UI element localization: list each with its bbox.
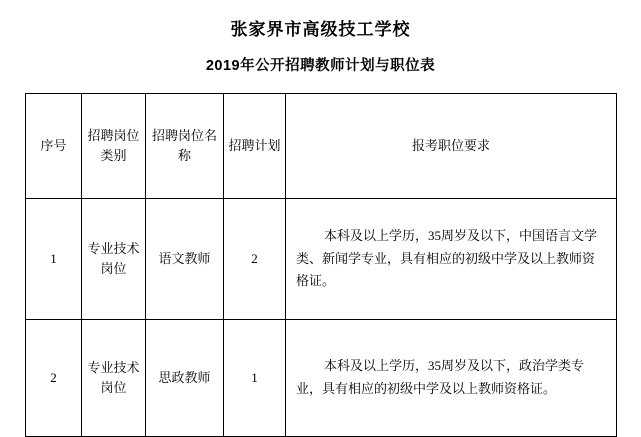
page-subtitle: 2019年公开招聘教师计划与职位表 <box>205 57 436 74</box>
column-header-post-name: 招聘岗位名称 <box>146 94 224 199</box>
cell-category: 专业技术岗位 <box>82 320 146 437</box>
jobs-table <box>25 93 617 437</box>
column-header-requirement: 报考职位要求 <box>286 94 617 199</box>
cell-post-name: 语文教师 <box>146 199 224 320</box>
column-header-index: 序号 <box>26 94 82 199</box>
title-block <box>0 0 641 76</box>
cell-requirement: 本科及以上学历，35周岁及以下，中国语言文学类、新闻学专业，具有相应的初级中学及以上教师资格证。 <box>286 199 617 320</box>
table-row <box>26 320 617 437</box>
jobs-table-container <box>25 93 616 437</box>
table-row <box>26 199 617 320</box>
table-header <box>26 94 617 199</box>
cell-post-name: 思政教师 <box>146 320 224 437</box>
cell-category: 专业技术岗位 <box>82 199 146 320</box>
cell-index: 2 <box>26 320 82 437</box>
table-body <box>26 199 617 437</box>
column-header-plan: 招聘计划 <box>224 94 286 199</box>
page-title: 张家界市高级技工学校 <box>230 20 411 39</box>
cell-plan: 2 <box>224 199 286 320</box>
table-header-row <box>26 94 617 199</box>
cell-index: 1 <box>26 199 82 320</box>
cell-requirement: 本科及以上学历，35周岁及以下，政治学类专业，具有相应的初级中学及以上教师资格证。 <box>286 320 617 437</box>
cell-plan: 1 <box>224 320 286 437</box>
column-header-category: 招聘岗位类别 <box>82 94 146 199</box>
